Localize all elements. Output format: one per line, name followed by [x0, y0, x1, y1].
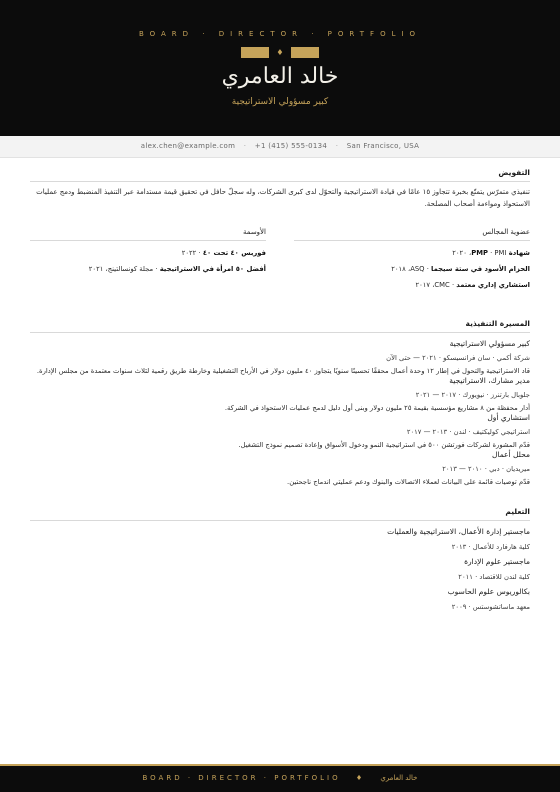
experience-section [30, 319, 530, 487]
education-entry [30, 557, 530, 581]
job-title: كبير مسؤولي الاستراتيجية [449, 339, 530, 348]
job-description: أدار محفظة من ٨ مشاريع مؤسسية بقيمة ٢٥ مليون دولار وبنى أول دليل لدمج عمليات الاستحواذ في الشركة. [224, 404, 530, 412]
diamond-icon: ♦ [276, 48, 284, 57]
education-section [30, 507, 530, 611]
footer-name: خالد العامري [380, 774, 418, 782]
section-divider [294, 240, 530, 241]
degree-name: ماجستير إدارة الأعمال، الاستراتيجية والعمليات [387, 527, 530, 536]
contact-email[interactable]: alex.chen@example.com [140, 142, 236, 150]
education-title: التعليم [505, 507, 530, 516]
contact-location: San Francisco, USA [346, 142, 420, 150]
contact-phone[interactable]: +1 (415) 555-0134 [254, 142, 328, 150]
person-title: كبير مسؤولي الاستراتيجية [231, 97, 329, 107]
mandate-title: التفويض [498, 168, 530, 177]
school-name: كلية هارفارد للأعمال · ٢٠١٣ [451, 543, 530, 551]
job-entry [30, 376, 530, 413]
person-name: خالد العامري [221, 64, 339, 89]
education-entry [30, 527, 530, 551]
boards-section [294, 216, 530, 289]
job-description: قدّم المشورة لشركات فورتشن ٥٠٠ في استراتيجية النمو ودخول الأسواق وإعادة تصميم نموذج التشغيل. [238, 441, 530, 449]
ornament-bar-left [241, 47, 269, 58]
contact-bar [0, 136, 560, 158]
job-title: استشاري أول [487, 413, 530, 422]
honor-item: فوربس ٤٠ تحت ٤٠ · ٢٠٢٢ [181, 249, 266, 257]
mandate-text: تنفيذي متمرّس يتمتّع بخبرة تتجاوز ١٥ عامًا في قيادة الاستراتيجية والتحوّل لدى كبرى الشركات، وله سجلّ حافل في تحقيق قيمة مستدامة عبر التنفيذ المنضبط ودمج عمليات الاستحواذ ومواءمة أصحاب المصلحة. [36, 188, 530, 208]
honors-section [30, 216, 266, 289]
job-description: قاد الاستراتيجية والتحول في إطار ١٢ وحدة أعمال محققًا تحسينًا سنويًا يتجاوز ٤٠ مليون دولار في الأرباح التشغيلية وخارطة طريق رقمية لثلاث سنوات معتمدة من مجلس الإدارة. [36, 367, 530, 375]
section-divider [30, 520, 530, 521]
education-entry [30, 587, 530, 611]
job-meta: ميريديان · دبي · ٢٠١٠ — ٢٠١٣ [442, 465, 530, 473]
job-meta: شركة أكمي · سان فرانسيسكو · ٢٠٢١ — حتى الآن [386, 354, 530, 362]
job-title: مدير مشارك، الاستراتيجية [449, 376, 530, 385]
job-entry [30, 450, 530, 487]
degree-name: ماجستير علوم الإدارة [464, 557, 530, 566]
section-divider [30, 181, 530, 182]
footer-tagline: BOARD · DIRECTOR · PORTFOLIO [142, 774, 341, 782]
resume-body [30, 158, 530, 611]
job-meta: استراتيجي كوليكتيف · لندن · ٢٠١٣ — ٢٠١٧ [406, 428, 530, 436]
section-divider [30, 240, 266, 241]
header-ornament [241, 47, 319, 58]
boards-title: عضوية المجالس [482, 228, 530, 236]
diamond-icon: ♦ [355, 774, 366, 782]
header-tagline: BOARD · DIRECTOR · PORTFOLIO [138, 30, 422, 38]
school-name: معهد ماساتشوستس · ٢٠٠٩ [451, 603, 530, 611]
header-banner [0, 0, 560, 136]
job-entry [30, 413, 530, 450]
degree-name: بكالوريوس علوم الحاسوب [447, 587, 530, 596]
experience-title: المسيرة التنفيذية [465, 319, 530, 328]
honor-item: أفضل ٥٠ امرأة في الاستراتيجية · مجلة كونسالتينج، ٢٠٢١ [88, 265, 266, 273]
honors-title: الأوسمة [243, 228, 266, 236]
section-divider [30, 332, 530, 333]
boards-honors-row [30, 216, 530, 289]
job-entry [30, 339, 530, 376]
board-item: الحزام الأسود في ستة سيجما · ASQ، ٢٠١٨ [391, 265, 530, 273]
school-name: كلية لندن للاقتصاد · ٢٠١١ [458, 573, 530, 581]
footer-banner [0, 764, 560, 792]
contact-separator: · [243, 142, 247, 150]
job-description: قدّم توصيات قائمة على البيانات لعملاء الاتصالات والبنوك ودعم عمليتي اندماج ناجحتين. [287, 478, 530, 486]
contact-separator: · [335, 142, 339, 150]
board-item: شهادة PMP · PMI، ٢٠٢٠ [452, 249, 530, 257]
job-title: محلل أعمال [491, 450, 530, 459]
job-meta: جلوبال بارتنرز · نيويورك · ٢٠١٧ — ٢٠٢١ [415, 391, 530, 399]
mandate-section [30, 168, 530, 210]
board-item: استشاري إداري معتمد · CMC، ٢٠١٧ [415, 281, 530, 289]
ornament-bar-right [291, 47, 319, 58]
